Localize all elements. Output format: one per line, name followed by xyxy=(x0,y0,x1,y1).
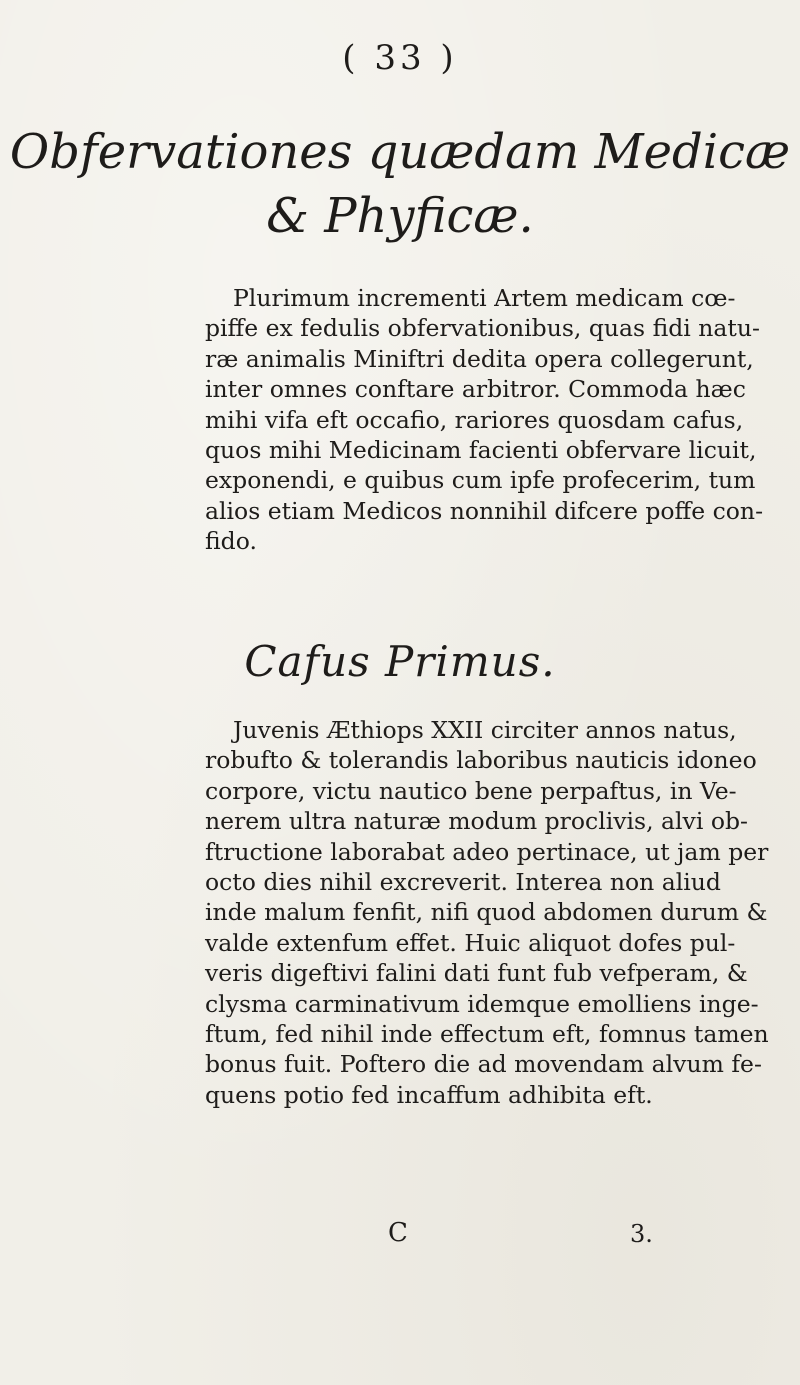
text-line: veris digeftivi falini dati funt fub vefperam, & xyxy=(205,959,748,988)
text-line: exponendi, e quibus cum ipfe profecerim, tum xyxy=(205,466,756,495)
text-line: alios etiam Medicos nonnihil difcere poffe con- xyxy=(205,496,764,525)
title-line-2: & Phyficæ. xyxy=(266,188,534,244)
text-line: fido. xyxy=(205,527,257,556)
text-line: piffe ex fedulis obfervationibus, quas fidi natu- xyxy=(205,314,760,343)
signature-mark: C xyxy=(388,1218,408,1248)
text-line: valde extenfum effet. Huic aliquot dofes pul- xyxy=(205,928,736,957)
text-line: quens potio fed incaffum adhibita eft. xyxy=(205,1080,653,1109)
text-line: octo dies nihil excreverit. Interea non aliud xyxy=(205,868,721,897)
text-line: bonus fuit. Poftero die ad movendam alvum fe- xyxy=(205,1050,762,1079)
text-line: quos mihi Medicinam facienti obfervare licuit, xyxy=(205,436,757,465)
title-line-1: Obfervationes quædam Medicæ xyxy=(9,124,791,180)
text-line: corpore, victu nautico bene perpaftus, in Ve- xyxy=(205,776,737,805)
case-heading: Cafus Primus. xyxy=(244,637,556,686)
catchword: 3. xyxy=(630,1220,653,1248)
intro-paragraph xyxy=(205,283,764,557)
case-paragraph xyxy=(205,715,769,1110)
text-line: inter omnes conftare arbitror. Commoda hæc xyxy=(205,375,746,404)
text-line: clysma carminativum idemque emolliens inge- xyxy=(205,989,759,1018)
text-line: ræ animalis Miniftri dedita opera collegerunt, xyxy=(205,344,754,373)
text-line: Juvenis Æthiops XXII circiter annos natus, xyxy=(233,716,737,744)
text-line: ftructione laborabat adeo pertinace, ut jam per xyxy=(205,837,769,866)
text-line: robufto & tolerandis laboribus nauticis idoneo xyxy=(205,746,757,775)
text-line: inde malum fenfit, nifi quod abdomen durum & xyxy=(205,898,768,927)
page-number: ( 33 ) xyxy=(342,38,458,78)
text-line: ftum, fed nihil inde effectum eft, fomnus tamen xyxy=(205,1020,769,1049)
text-line: nerem ultra naturæ modum proclivis, alvi ob- xyxy=(205,807,748,836)
text-line: mihi vifa eft occafio, rariores quosdam cafus, xyxy=(205,405,744,434)
text-line: Plurimum incrementi Artem medicam cœ- xyxy=(233,284,736,312)
